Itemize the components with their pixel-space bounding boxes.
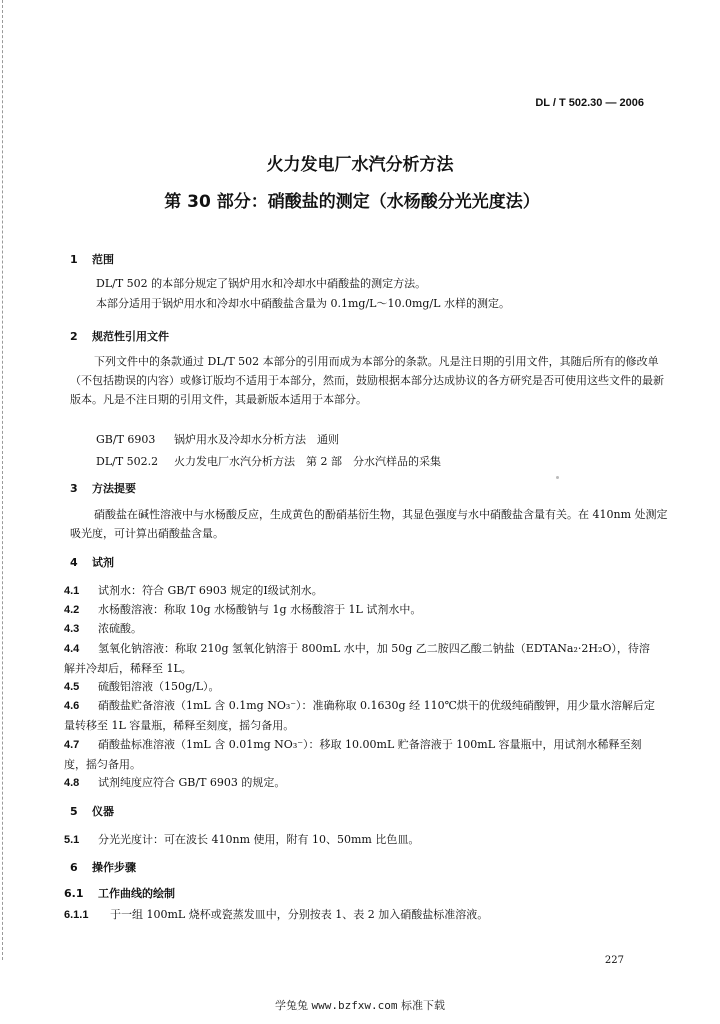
list-item: 4.7 硝酸盐标准溶液（1mL 含 0.01mg NO₃⁻）：移取 10.00mL 贮备溶液于 100mL 容量瓶中，用试剂水稀释至刻度，摇匀备用。 [64,738,642,771]
site-tagline: 标准下载 [401,999,446,1012]
list-item: 4.8 试剂纯度应符合 GB/T 6903 的规定。 [64,776,286,789]
list-item: 4.6 硝酸盐贮备溶液（1mL 含 0.1mg NO₃⁻）：准确称取 0.1630g 经 110℃烘干的优级纯硝酸钾，用少量水溶解后定量转移至 1L 容量瓶，稀释至刻度，摇匀备用。 [64,699,655,732]
list-item: 4.1 试剂水：符合 GB/T 6903 规定的Ⅰ级试剂水。 [64,584,323,597]
scan-border [2,0,4,960]
list-item: 5.1 分光光度计：可在波长 410nm 使用，附有 10、50mm 比色皿。 [64,833,420,846]
paragraph: 硝酸盐在碱性溶液中与水杨酸反应，生成黄色的酚硝基衍生物，其显色强度与水中硝酸盐含量有关。在 410nm 处测定吸光度，可计算出硝酸盐含量。 [70,508,668,540]
section-heading: 2 规范性引用文件 [70,330,169,343]
section-heading: 3 方法提要 [70,482,136,495]
list-item: 4.4 氢氧化钠溶液：称取 210g 氢氧化钠溶于 800mL 水中，加 50g 乙二胺四乙酸二钠盐（EDTANa₂·2H₂O），待溶解并冷却后，稀释至 1L。 [64,642,650,675]
scan-speck [556,476,559,479]
list-item: 6.1.1 于一组 100mL 烧杯或瓷蒸发皿中，分别按表 1、表 2 加入硝酸盐标准溶液。 [64,908,489,921]
list-item: 4.3 浓硫酸。 [64,622,142,635]
section-heading: 5 仪器 [70,805,114,818]
site-url[interactable]: www.bzfxw.com [311,999,398,1012]
document-subtitle: 第 30 部分：硝酸盐的测定（水杨酸分光光度法） [164,192,540,212]
reference-entry: GB/T 6903 锅炉用水及冷却水分析方法 通则 [96,433,339,446]
document-title: 火力发电厂水汽分析方法 [266,155,454,175]
site-footer [0,997,720,1013]
standard-code: DL / T 502.30 — 2006 [535,97,644,109]
page-number: 227 [604,955,624,966]
section-heading: 6 操作步骤 [70,861,136,874]
list-item: 4.2 水杨酸溶液：称取 10g 水杨酸钠与 1g 水杨酸溶于 1L 试剂水中。 [64,603,422,616]
section-heading: 4 试剂 [70,556,114,569]
reference-entry: DL/T 502.2 火力发电厂水汽分析方法 第 2 部 分水汽样品的采集 [96,455,441,468]
paragraph: 下列文件中的条款通过 DL/T 502 本部分的引用而成为本部分的条款。凡是注日期的引用文件，其随后所有的修改单（不包括勘误的内容）或修订版均不适用于本部分，然而，鼓励根据本部分达成协议的各方研究是否可使用这些文件的最新版本。凡是不注日期的引用文件，其最新版本适用于本部分。 [70,355,664,406]
section-heading: 1 范围 [70,253,114,266]
site-name: 学兔兔 [274,999,308,1012]
subsection-heading: 6.1 工作曲线的绘制 [64,887,175,900]
list-item: 4.5 硫酸铝溶液（150g/L）。 [64,680,220,693]
paragraph: 本部分适用于锅炉用水和冷却水中硝酸盐含量为 0.1mg/L～10.0mg/L 水样的测定。 [96,297,510,310]
paragraph: DL/T 502 的本部分规定了锅炉用水和冷却水中硝酸盐的测定方法。 [96,277,427,290]
